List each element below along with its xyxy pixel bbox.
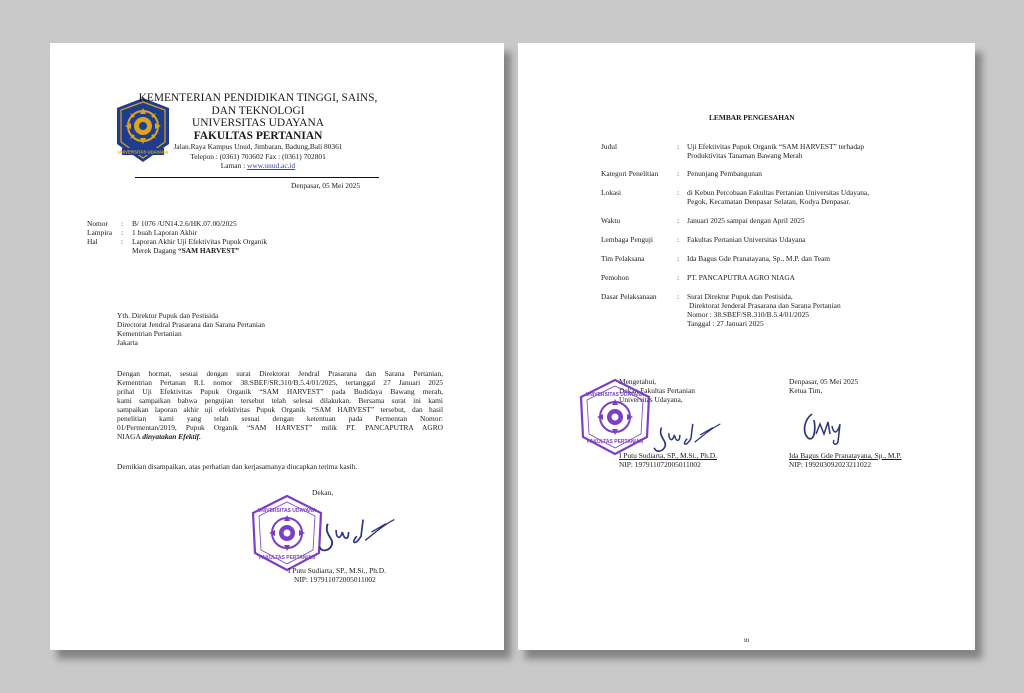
recipient-line: Jakarta xyxy=(117,338,138,347)
signatory-name: I Putu Sudiarta, SP., M.Si., Ph.D. xyxy=(288,566,386,575)
stamp-bottom-text: FAKULTAS PERTANIAN xyxy=(258,555,316,561)
lead-nip: NIP: 199203092023211022 xyxy=(789,460,872,469)
row-pemohon: Pemohon : PT. PANCAPUTRA AGRO NIAGA xyxy=(601,273,796,282)
approver-nip: NIP: 197911072005011002 xyxy=(619,460,701,469)
page-number: iii xyxy=(744,637,750,644)
web-link[interactable]: www.unud.ac.id xyxy=(247,160,296,170)
meta-row: Nomor : B/ 1076 /UN14.2.6/HK.07.00/2025 xyxy=(87,219,237,228)
recipient-block xyxy=(117,311,265,347)
web xyxy=(138,161,378,170)
ministry-line-2: DAN TEKNOLOGI xyxy=(211,104,305,117)
meta-block xyxy=(87,219,267,255)
approver-name: I Putu Sudiarta, SP., M.Si., Ph.D. xyxy=(619,451,717,460)
approval-page xyxy=(518,43,975,650)
signatory-title: Dekan, xyxy=(312,488,334,497)
meta-row: Hal : Laporan Akhir Uji Efektivitas Pupuk Organik xyxy=(87,237,268,246)
row-lokasi: Lokasi : di Kebun Percobaan Fakultas Pertanian Universitas Udayana, Pegok, Kecamatan Denpasar Selatan, Kodya Denpasar. xyxy=(601,188,870,206)
lead-signature xyxy=(794,406,854,446)
lead-heading xyxy=(789,377,858,395)
meta-row: Lampira : 1 buah Laporan Akhir xyxy=(87,228,198,237)
body-line: kami sampaikan bahwa pengujian tersebut telah selesai dilakukan. Bersama surat ini kami xyxy=(117,396,443,405)
body-line: Dengan hormat, sesuai dengan surat Direktorat Jendral Prasarana dan Sarana Pertanian, xyxy=(117,369,443,378)
body-line: penelitian kami yang telah sesuai dengan ketentuan pada Permentan Nomor: xyxy=(117,414,443,423)
ministry-line-1: KEMENTERIAN PENDIDIKAN TINGGI, SAINS, xyxy=(138,92,378,104)
body-last-line: NIAGA dinyatakan Efektif. xyxy=(117,432,201,441)
signatory-nip: NIP: 197911072005011002 xyxy=(294,575,376,584)
body-line: sampaikan laporan akhir uji efektivitas Pupuk Organik “SAM HARVEST” tersebut, dan hasil xyxy=(117,405,443,414)
recipient-line: Yth. Direktur Pupuk dan Pestisida xyxy=(117,311,219,320)
web-label: Laman : xyxy=(220,160,248,170)
lead-role: Ketua Tim, xyxy=(789,386,823,395)
meta-row: Merek Dagang “SAM HARVEST” xyxy=(132,246,240,255)
row-kategori: Kategori Penelitian : Penunjang Pembangunan xyxy=(601,169,762,178)
row-judul: Judul : Uji Efektivitas Pupuk Organik “SAM HARVEST” terhadap Produktivitas Tanaman Bawang Merah xyxy=(601,142,865,160)
stamp-top-text: UNIVERSITAS UDAYANA xyxy=(585,392,645,398)
approver-line: Mengetahui, xyxy=(619,377,657,386)
body-line: 01/Permentan/2019, Pupuk Organik “SAM HARVEST” milik PT. PANCAPUTRA AGRO xyxy=(117,423,443,432)
row-waktu: Waktu : Januari 2025 sampai dengan April 2025 xyxy=(601,216,805,225)
letter-body xyxy=(117,369,443,441)
letter-page xyxy=(50,43,504,650)
closing: Demikian disampaikan, atas perhatian dan kerjasamanya diucapkan terima kasih. xyxy=(117,462,358,471)
row-tim: Tim Pelaksana : Ida Bagus Gde Pranatayana, Sp., M.P. dan Team xyxy=(601,254,831,263)
address: Jalan.Raya Kampus Unud, Jimbaran, Badung,Bali 80361 xyxy=(173,142,343,152)
approver-line: Dekan Fakultas Pertanian xyxy=(619,386,695,395)
stamp-bottom-text: FAKULTAS PERTANIAN xyxy=(586,439,644,445)
row-lembaga: Lembaga Penguji : Fakultas Pertanian Universitas Udayana xyxy=(601,235,806,244)
approval-table xyxy=(601,142,869,328)
approval-title: LEMBAR PENGESAHAN xyxy=(709,113,795,122)
letter-date: Denpasar, 05 Mei 2025 xyxy=(291,181,361,190)
faculty-stamp xyxy=(573,377,657,457)
recipient-line: Directorat Jendral Prasarana dan Sarana Pertanian xyxy=(117,320,265,329)
university-name: UNIVERSITAS UDAYANA xyxy=(192,117,324,130)
dean-signature xyxy=(312,505,408,557)
logo-caption: UNIVERSITAS UDAYANA xyxy=(117,149,169,155)
body-line: prihal Uji Efektivitas Pupuk Organik “SAM HARVEST” pada Budidaya Bawang merah, xyxy=(117,387,443,396)
stamp-top-text: UNIVERSITAS UDAYANA xyxy=(257,508,317,514)
row-dasar: Dasar Pelaksanaan : Surat Direktur Pupuk dan Pestisida, Direktorat Jenderal Prasarana dan Sarana Pertanian Nomor : 38.SBEF/SR.310/B.5.4/01/2025 Tanggal : 27 Januari 2025 xyxy=(601,292,841,328)
body-line: Kementrian Pertanan R.I. nomor 38.SBEF/SR.310/B.5.4/01/2025, tertanggal 27 Januari 2025 xyxy=(117,378,443,387)
letterhead-rule xyxy=(135,177,379,178)
recipient-line: Kementrian Pertanian xyxy=(117,329,182,338)
approver-line: Universitas Udayana, xyxy=(619,395,683,404)
faculty-name: FAKULTAS PERTANIAN xyxy=(193,129,323,142)
lead-date: Denpasar, 05 Mei 2025 xyxy=(789,377,859,386)
lead-name: Ida Bagus Gde Pranatayana, Sp., M.P. xyxy=(789,451,902,460)
phone: Telepon : (0361) 703602 Fax : (0361) 702801 xyxy=(190,151,326,161)
letterhead xyxy=(138,92,378,170)
